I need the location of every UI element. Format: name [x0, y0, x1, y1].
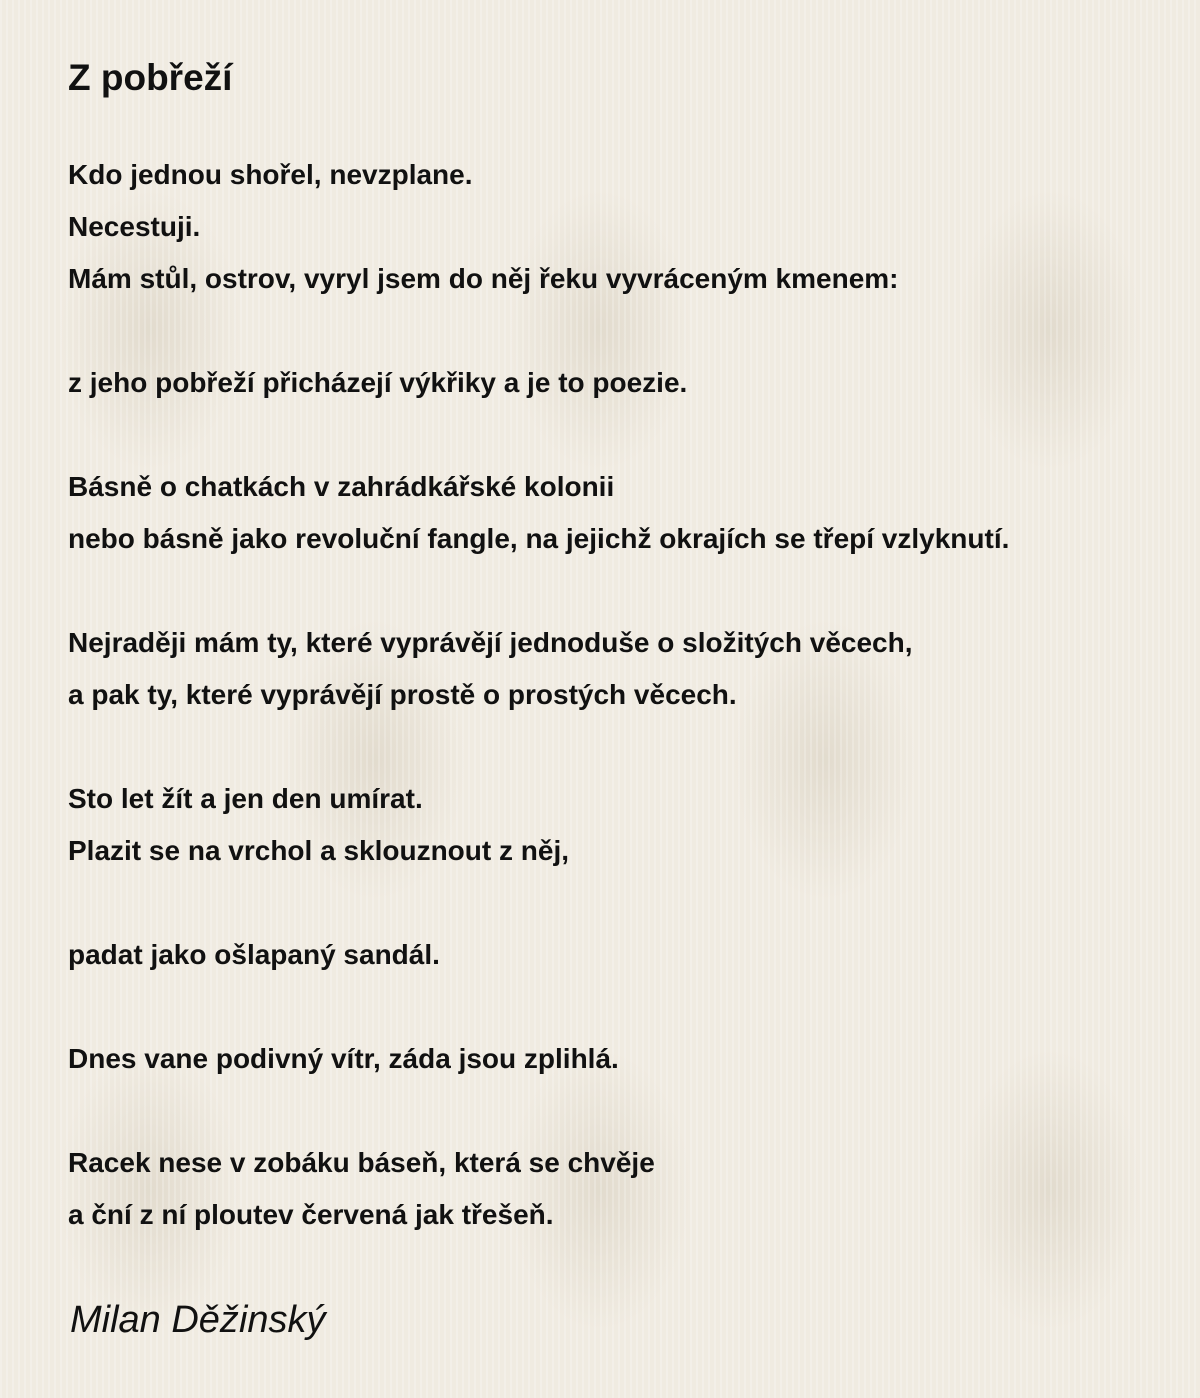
poem-body [68, 149, 1188, 1241]
stanza-break [68, 721, 1188, 773]
poem-line: Kdo jednou shořel, nevzplane. [68, 159, 473, 190]
poem-line: Racek nese v zobáku báseň, která se chvěje [68, 1147, 655, 1178]
stanza-break [68, 981, 1188, 1033]
poem-line: nebo básně jako revoluční fangle, na jejichž okrajích se třepí vzlyknutí. [68, 523, 1010, 554]
poem-line: padat jako ošlapaný sandál. [68, 939, 440, 970]
poem-line: a pak ty, které vyprávějí prostě o prostých věcech. [68, 679, 737, 710]
poem-line: Nejraději mám ty, které vyprávějí jednoduše o složitých věcech, [68, 627, 913, 658]
stanza-break [68, 1085, 1188, 1137]
stanza-break [68, 305, 1188, 357]
poem-line: Básně o chatkách v zahrádkářské kolonii [68, 471, 615, 502]
poem-line: Sto let žít a jen den umírat. [68, 783, 423, 814]
poem-line: Necestuji. [68, 211, 201, 242]
poem-author: Milan Děžinský [70, 1299, 326, 1341]
stanza-break [68, 565, 1188, 617]
stanza-break [68, 877, 1188, 929]
poem-line: Mám stůl, ostrov, vyryl jsem do něj řeku vyvráceným kmenem: [68, 263, 899, 294]
poem-line: z jeho pobřeží přicházejí výkřiky a je to poezie. [68, 367, 688, 398]
poem-title: Z pobřeží [68, 57, 233, 98]
poem-line: a ční z ní ploutev červená jak třešeň. [68, 1199, 554, 1230]
poem-line: Plazit se na vrchol a sklouznout z něj, [68, 835, 570, 866]
stanza-break [68, 409, 1188, 461]
poem-line: Dnes vane podivný vítr, záda jsou zplihlá. [68, 1043, 619, 1074]
